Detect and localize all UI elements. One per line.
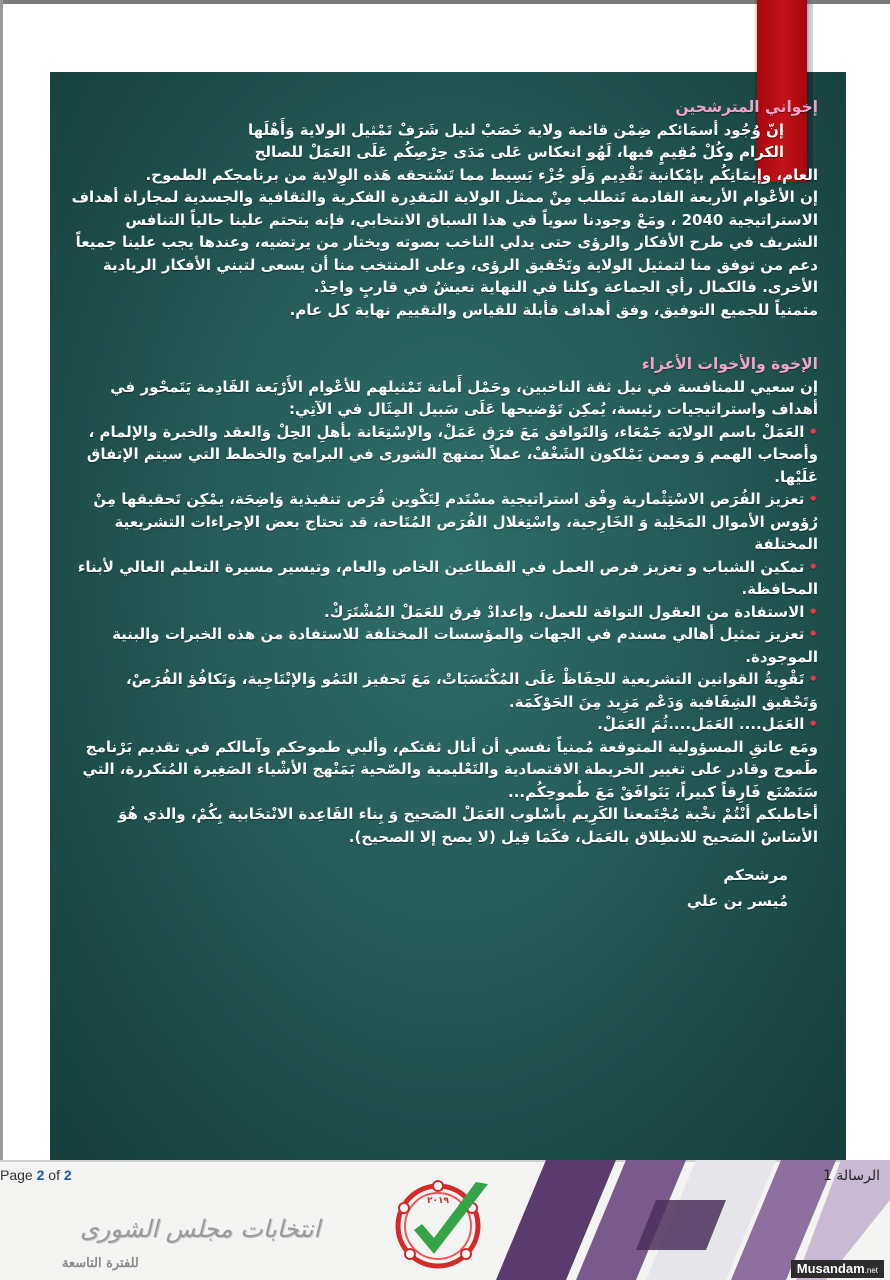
paragraph-intro-rest: العام، وإيمَانِكُم بإمْكانية تَقْدِيم وَلَو جُزْء بَسِيط مما تَسْتحقه هَذه الوِلاية من برنامجكم الطموح. (145, 165, 818, 184)
paragraph-responsibility: ومَع عاتقِ المسؤولية المتوقعة مُمنياً نفسي أن أنال ثقتكم، وألبي طموحكم وآمالكم في تقديم بَرْنامج طَموح وقادر على تغيير الخريطة الاقتصادية والتَعْليمية والصّحية بَمَنْهج الأشْياء الصَغِيرة المُتكررة، التي سَتَصْنَع فَارِقاً كبيراً، يَتَوافَقْ مَعَ طُموحِكُم... (82, 737, 818, 801)
signature-name: مُيسر بن علي (686, 892, 788, 910)
paragraph-strategy: إن الأعْوام الأربعة القادمة تَتطلب مِنْ ممثل الولاية المَقدِرة الفكرية والثقافية والجسدية لمجاراة أهداف الاستراتيجية 2040 ، ومَعْ وجودنا سوياً في هذا السباق الانتخابي، فإنه يتحتم علينا حالياً التنافس الشريف في طرح الأفكار والرؤى حتى يدلي الناخب بصوته ويختار من يرتضيه، وعندها يجب علينا جميعاً دعم من توفق منا لتمثيل الولاية وتَحْقيق الرؤى، وعلى المنتخب منا أن يسعى لتبني الأفكار الريادية الأخرى. فالكمال رأي الجماعة وكلنا في النهاية نعيشُ في قاربٍ واحِدْ. (71, 188, 818, 296)
paragraph-wishes: متمنياً للجميع التوفيق، وفق أهداف قأبلة للقياس والتقييم نهاية كل عام. (289, 300, 818, 319)
emblem-node (433, 1181, 443, 1191)
paragraph-line: إنّ وُجُود أسمَائكم ضِمْن قائمة ولاية خَصَبْ لنيل شَرَفْ تَمْثيل الولاية وَأَهْلَها (247, 120, 784, 139)
list-item: •الاستفادة من العقول التواقة للعمل، وإعدادْ فِرق للعَمَلْ المُشْتَرَكْ. (324, 602, 818, 621)
bullet-icon: • (808, 422, 818, 441)
musandam-logo: Musandam.net (791, 1260, 884, 1278)
letter-body (70, 96, 818, 914)
bullet-icon: • (808, 625, 818, 643)
paragraph-goals-intro: إن سعيي للمنافسة في نيل ثقة الناخبين، وحَمْل أَمانة تَمْثيلهم للأعْوام الأَرْبَعة القَادِمة يَتَمحْور في أهداف واستراتيجيات رئيسة، يُمكِن تَوْضيحها عَلَى سَبيل المِثَال في الآتِي: (110, 377, 818, 418)
bullet-icon: • (808, 715, 818, 733)
bullet-icon: • (808, 670, 818, 688)
emblem-year: ٢٠١٩ (427, 1196, 449, 1206)
page-footer (0, 1160, 890, 1280)
list-item: •العَمَلْ باسم الولايَة جَمْعَاء، وَالتَوافق مَعَ فرَق عَمَلْ، والإسْتِعَانة بأهلِ الحِلْ وَالعقد والخبرة والإلمام ، وأصحاب الهمم وَ وممن يَمْلكون الشَغْفْ، عملاً بمنهج الشورى في البرامج والخطط التي سيتم الإتفاق عَلَيْها. (86, 422, 818, 486)
paragraph-intro-indented (70, 119, 818, 164)
list-item: •تعزيز الفُرَص الاسْتِثْمارية وِفْق استراتيجية مسْتَدم لِتَكْوين فُرَص تنفيذية وَاضِحَة، يمْكِن تَحقيقها مِنْ رُؤوس الأموال المَحَلِية وَ الخَارِجية، واسْتِغلال الفُرَص المُتَاحة، قد تحتاج بعض الإجراءات التشريعية المختلفة (93, 490, 818, 553)
section-heading-brothers-sisters: الإخوة والأخوات الأعزاء (641, 355, 818, 373)
bullet-icon: • (808, 490, 818, 508)
signature-block (70, 862, 818, 914)
list-item: •تَقْوِيةُ القوانين التشريعية للحِفَاظْ عَلَى المُكْتَسَبَاتْ، مَعَ تَحفيز النَمُو وَالإنْتَاجِية، وَتَكافُؤ الفُرَصْ، وَتَحْقيق الشِفَافية وَدَعْم مَزِيد مِنَ الحَوْكَمَة. (125, 670, 818, 711)
emblem-node (399, 1203, 409, 1213)
emblem-node (461, 1249, 471, 1259)
signature-label: مرشحكم (723, 866, 788, 884)
list-item: •العَمَل.... العَمَل....ثُمَ العَمَلْ. (597, 715, 818, 733)
section-heading-candidates: إخواني المترشحين (675, 98, 818, 116)
bullet-icon: • (808, 602, 818, 621)
paragraph-line: الكرام وكُلْ مُقِيمٍ فيها، لَهُو انعكاس عَلى مَدَى حِرْصِكُم عَلَى العَمَلْ للصالح (254, 143, 784, 161)
term-label: للفترة التاسعة (62, 1256, 139, 1271)
shura-elections-calligraphy: انتخابات مجلس الشورى (79, 1215, 321, 1243)
list-item: •تعزيز تمثيل أهالي مسندم في الجهات والمؤسسات المختلفة للاستفادة من هذه الخبرات والبنية الموجودة. (112, 625, 818, 666)
page-counter: Page 2 of 2 (0, 1167, 72, 1183)
message-number: الرسالة 1 (822, 1168, 880, 1184)
paragraph-closing: أخاطبكم أنْتُمْ نخْبة مُجْتَمعنا الكَرِيم بأسْلوب العَمَلْ الصَحيح وَ بِناء القَاعِدة الانْتخَابية بِكُمْ، والذي هُوَ الأسَاسْ الصَحيح للانطِلاق بالعَمَل، فكَمَا قِيل (لا يصح إلا الصحيح). (118, 805, 818, 846)
bullet-icon: • (808, 557, 818, 576)
list-item: •تمكين الشباب و تعزيز فرص العمل في القطاعين الخاص والعام، وتيسير مسيرة التعليم العالي لأبناء المحافظة. (77, 557, 818, 598)
left-border (0, 0, 3, 1160)
emblem-node (405, 1249, 415, 1259)
